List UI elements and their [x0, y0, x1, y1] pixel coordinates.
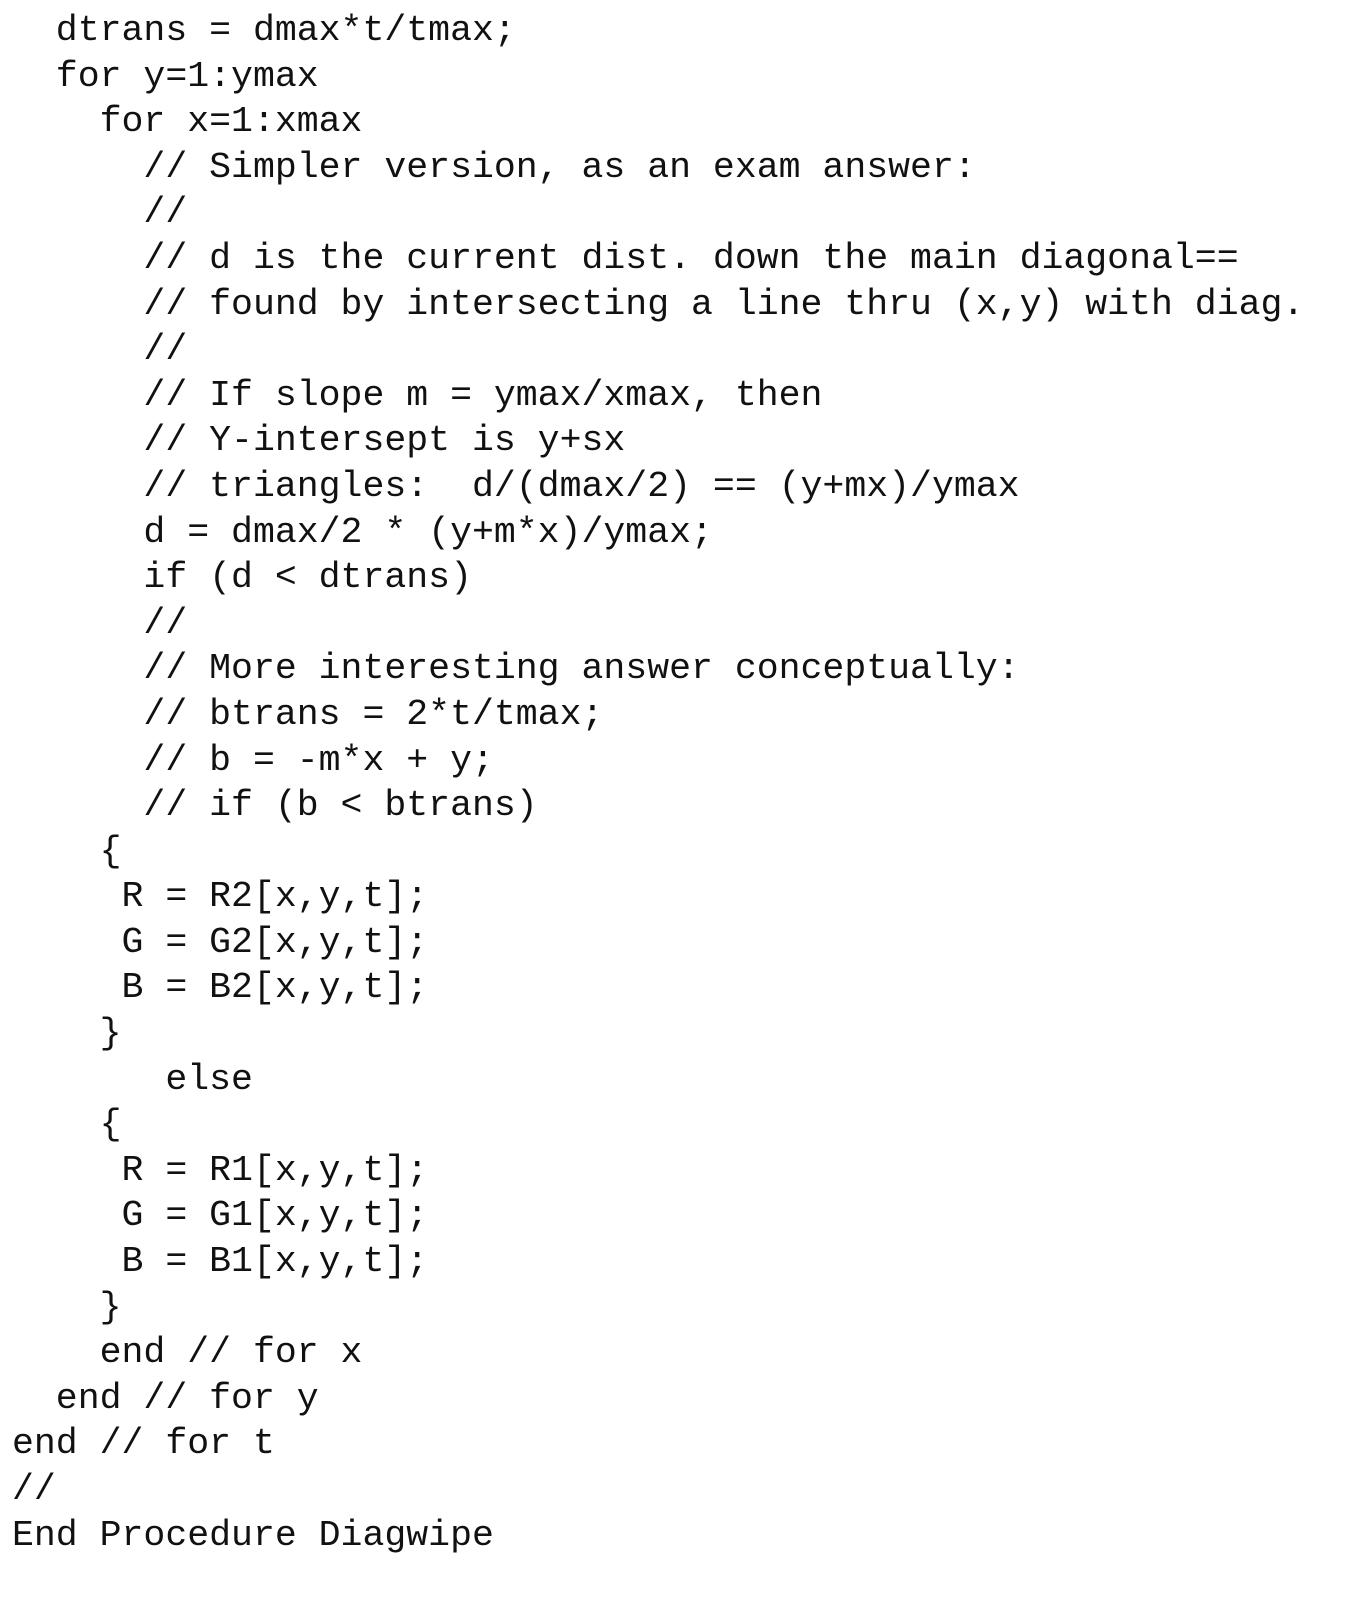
code-line: for x=1:xmax: [12, 101, 363, 143]
code-line: // triangles: d/(dmax/2) == (y+mx)/ymax: [12, 465, 1020, 507]
code-line: for y=1:ymax: [12, 55, 319, 97]
code-line: }: [12, 1286, 122, 1328]
code-line: end // for x: [12, 1332, 363, 1374]
code-line: // More interesting answer conceptually:: [12, 648, 1020, 690]
code-line: d = dmax/2 * (y+m*x)/ymax;: [12, 511, 713, 553]
code-line: R = R2[x,y,t];: [12, 876, 429, 918]
code-line: B = B2[x,y,t];: [12, 967, 429, 1009]
code-line: // btrans = 2*t/tmax;: [12, 693, 604, 735]
code-line: //: [12, 1469, 56, 1510]
code-line: // If slope m = ymax/xmax, then: [12, 374, 823, 416]
code-line: else: [12, 1058, 253, 1100]
code-line: //: [12, 602, 188, 644]
code-line: R = R1[x,y,t];: [12, 1149, 429, 1191]
code-line: // found by intersecting a line thru (x,y) with diag.: [12, 283, 1305, 325]
code-line: end // for t: [12, 1423, 275, 1465]
code-line: {: [12, 830, 122, 872]
code-line: if (d < dtrans): [12, 557, 472, 599]
code-line: dtrans = dmax*t/tmax;: [12, 10, 516, 51]
code-line: }: [12, 1013, 122, 1055]
code-line: // b = -m*x + y;: [12, 739, 494, 781]
code-line: End Procedure Diagwipe: [12, 1514, 494, 1556]
code-line: {: [12, 1104, 122, 1146]
code-line: // d is the current dist. down the main diagonal==: [12, 237, 1239, 279]
code-line: // if (b < btrans): [12, 785, 538, 827]
code-line: G = G1[x,y,t];: [12, 1195, 429, 1237]
code-line: // Simpler version, as an exam answer:: [12, 146, 976, 188]
code-line: G = G2[x,y,t];: [12, 921, 429, 963]
code-line: B = B1[x,y,t];: [12, 1241, 429, 1283]
code-line: // Y-intersept is y+sx: [12, 420, 626, 462]
code-line: //: [12, 329, 188, 371]
code-listing: [12, 8, 1304, 1558]
code-line: //: [12, 192, 188, 234]
code-line: end // for y: [12, 1377, 319, 1419]
